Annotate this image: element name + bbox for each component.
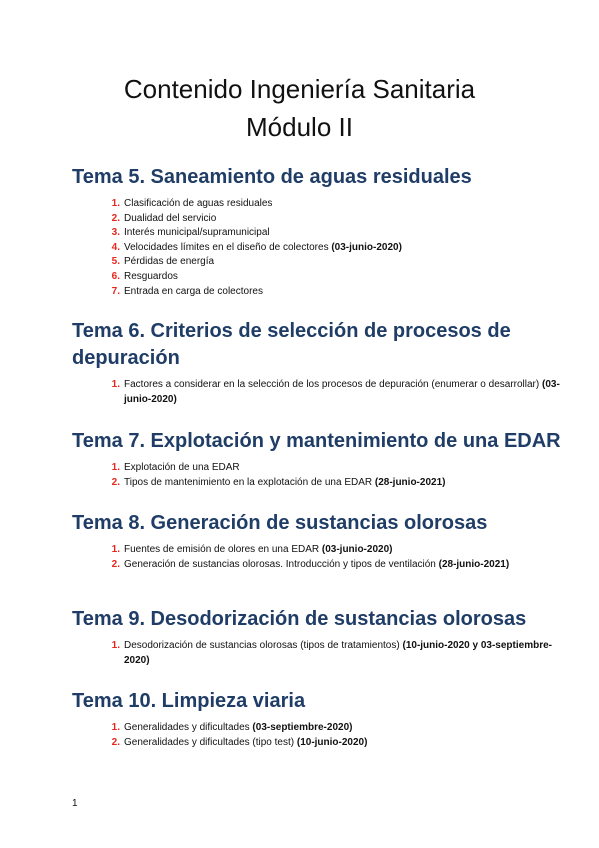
item-number: 3.: [111, 227, 120, 239]
section-heading: Tema 6. Criterios de selección de procesos de depuración: [72, 320, 511, 369]
list-item: [110, 212, 562, 227]
list-item: [110, 226, 562, 241]
item-text: Fuentes de emisión de olores en una EDAR: [124, 544, 322, 555]
section-heading: Tema 10. Limpieza viaria: [72, 690, 306, 712]
section-tema-5: [72, 164, 562, 299]
list-item: [110, 255, 562, 270]
list-item: [110, 558, 562, 573]
document-title: Contenido Ingeniería Sanitaria: [123, 74, 476, 104]
item-list: [72, 461, 562, 490]
item-text: Explotación de una EDAR: [124, 462, 240, 473]
item-date: (03-junio-2020): [124, 379, 560, 405]
item-number: 1.: [111, 544, 120, 555]
item-number: 5.: [111, 256, 120, 268]
item-text: Generalidades y dificultades: [124, 722, 253, 733]
section-tema-6: [72, 318, 562, 407]
item-number: 6.: [111, 270, 120, 282]
item-number: 1.: [111, 379, 120, 390]
list-item: [110, 285, 562, 300]
item-text: Generación de sustancias olorosas. Introducción y tipos de ventilación: [124, 558, 439, 570]
item-number: 1.: [111, 198, 120, 209]
item-text: Tipos de mantenimiento en la explotación de una EDAR: [124, 476, 375, 488]
section-heading: Tema 8. Generación de sustancias olorosas: [72, 512, 488, 534]
item-date: (28-junio-2021): [438, 558, 510, 570]
section-tema-10: [72, 688, 562, 750]
section-tema-9: [72, 606, 562, 668]
item-number: 1.: [111, 462, 120, 473]
item-number: 4.: [111, 241, 120, 253]
list-item: [110, 197, 562, 212]
section-heading: Tema 7. Explotación y mantenimiento de una EDAR: [72, 430, 561, 452]
page-number: 1: [72, 798, 78, 809]
item-list: [72, 378, 562, 407]
list-item: [110, 543, 562, 558]
item-date: (28-junio-2021): [374, 476, 446, 488]
section-heading: Tema 9. Desodorización de sustancias olorosas: [72, 608, 527, 630]
item-text: Factores a considerar en la selección de los procesos de depuración (enumerar o desarrollar): [124, 379, 542, 390]
section-tema-8: [72, 510, 562, 572]
section-heading: Tema 5. Saneamiento de aguas residuales: [72, 166, 472, 188]
list-item: [110, 241, 562, 256]
list-item: [110, 476, 562, 491]
list-item: [110, 736, 562, 751]
item-number: 7.: [111, 285, 120, 297]
item-number: 1.: [111, 722, 120, 733]
list-item: [110, 721, 562, 736]
item-number: 2.: [111, 476, 120, 488]
item-text: Dualidad del servicio: [124, 212, 217, 224]
item-date: (03-junio-2020): [321, 544, 393, 555]
item-text: Entrada en carga de colectores: [124, 285, 263, 297]
item-list: [72, 543, 562, 572]
item-number: 1.: [111, 640, 120, 651]
list-item: [110, 639, 562, 668]
document-subtitle: Módulo II: [246, 112, 353, 142]
section-tema-7: [72, 428, 562, 490]
item-date: (03-septiembre-2020): [252, 722, 353, 733]
item-text: Clasificación de aguas residuales: [124, 198, 273, 209]
item-date: (10-junio-2020 y 03-septiembre-2020): [124, 640, 552, 666]
list-item: [110, 378, 562, 407]
item-text: Velocidades límites en el diseño de colectores: [124, 241, 332, 253]
item-list: [72, 639, 562, 668]
item-text: Resguardos: [124, 270, 178, 282]
item-number: 2.: [111, 558, 120, 570]
item-list: [72, 721, 562, 750]
item-date: (03-junio-2020): [331, 241, 402, 253]
item-text: Desodorización de sustancias olorosas (tipos de tratamientos): [124, 640, 403, 651]
item-number: 2.: [111, 212, 120, 224]
item-date: (10-junio-2020): [296, 736, 368, 748]
list-item: [110, 270, 562, 285]
item-number: 2.: [111, 736, 120, 748]
list-item: [110, 461, 562, 476]
item-text: Pérdidas de energía: [124, 256, 215, 268]
item-list: [72, 197, 562, 299]
item-text: Generalidades y dificultades (tipo test): [124, 736, 297, 748]
item-text: Interés municipal/supramunicipal: [124, 227, 270, 239]
